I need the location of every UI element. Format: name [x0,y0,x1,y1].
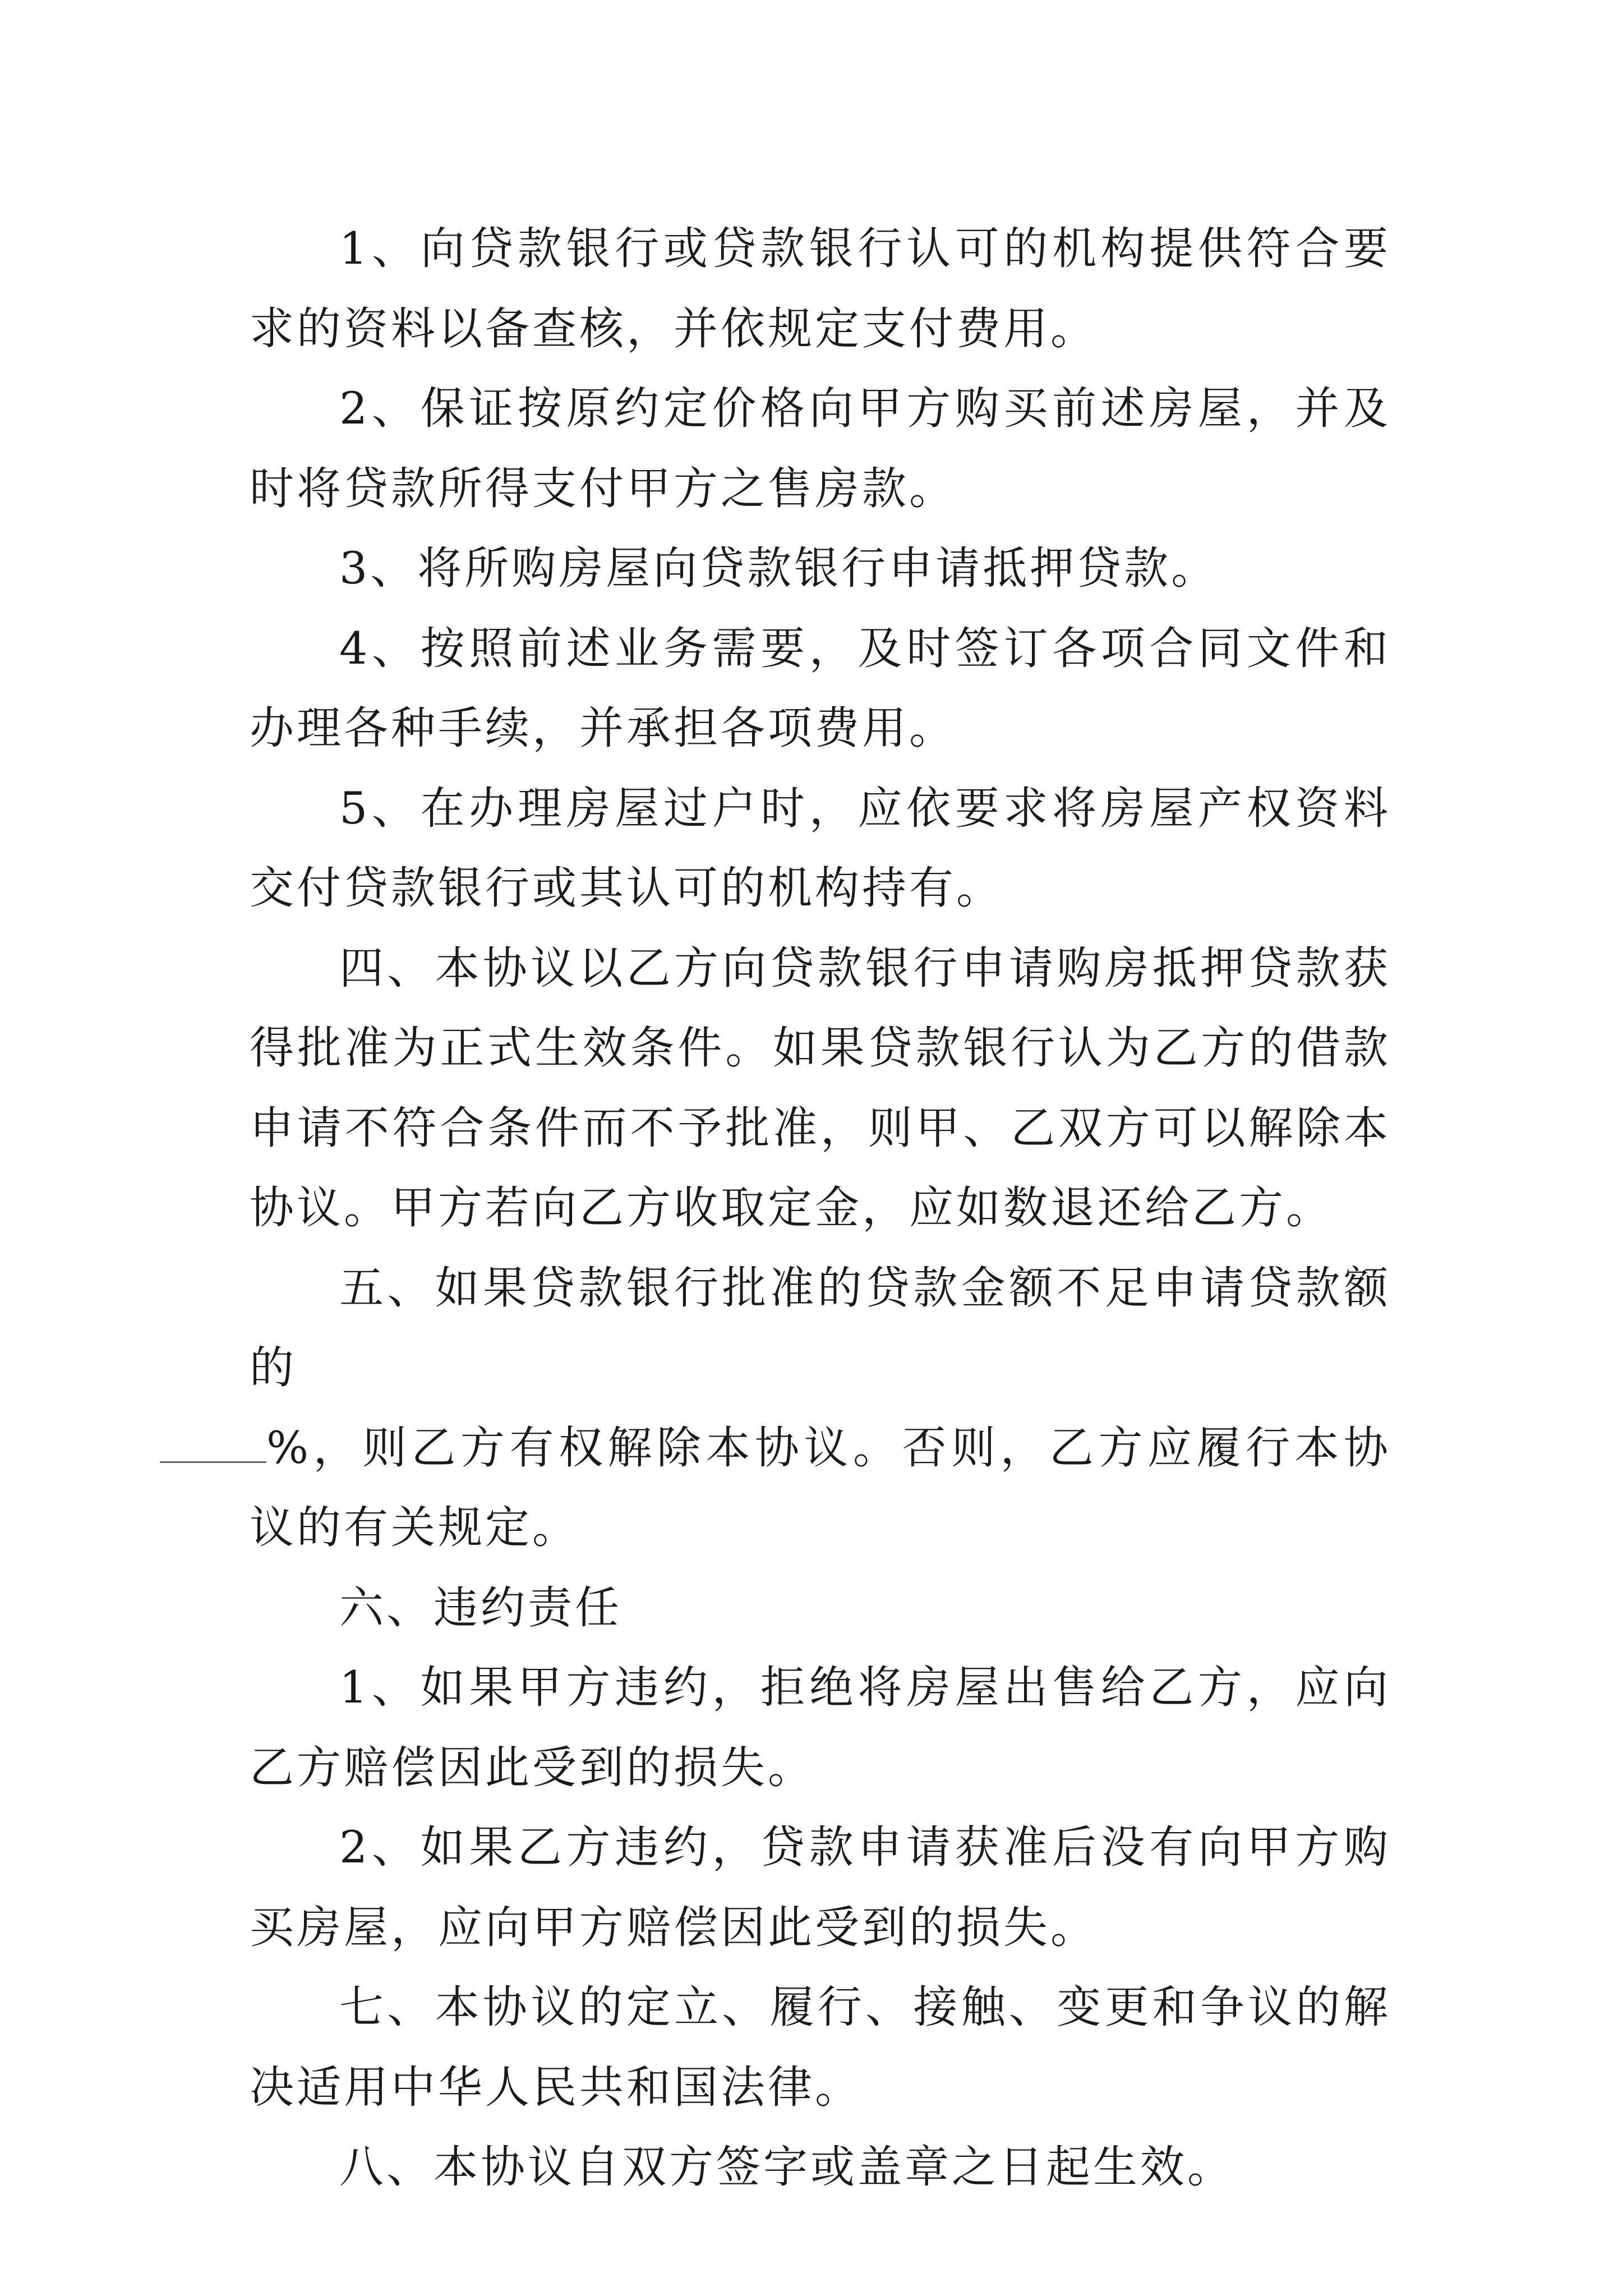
percentage-blank [160,1428,266,1463]
paragraph-obligation-2: 2、保证按原约定价格向甲方购买前述房屋，并及时将贷款所得支付甲方之售房款。 [250,383,1391,514]
paragraph-clause-7: 七、本协议的定立、履行、接触、变更和争议的解决适用中华人民共和国法律。 [250,1981,1391,2113]
paragraph-obligation-4: 4、按照前述业务需要，及时签订各项合同文件和办理各种手续，并承担各项费用。 [250,622,1391,754]
clause-5-text: 五、如果贷款银行批准的贷款金额不足申请贷款额的 [250,1262,1391,1393]
document-body [250,209,1391,2207]
paragraph-clause-8: 八、本协议自双方签字或盖章之日起生效。 [339,2141,1234,2193]
paragraph-obligation-3: 3、将所购房屋向贷款银行申请抵押贷款。 [339,542,1219,594]
paragraph-obligation-5: 5、在办理房屋过户时，应依要求将房屋产权资料交付贷款银行或其认可的机构持有。 [250,782,1391,914]
paragraph-clause-5 [250,1248,1391,1568]
paragraph-breach-2: 2、如果乙方违约，贷款申请获准后没有向甲方购买房屋，应向甲方赔偿因此受到的损失。 [250,1821,1391,1953]
paragraph-clause-4: 四、本协议以乙方向贷款银行申请购房抵押贷款获得批准为正式生效条件。如果贷款银行认为乙方的借款申请不符合条件而不予批准，则甲、乙双方可以解除本协议。甲方若向乙方收取定金，应如数退还给乙方。 [250,942,1391,1234]
clause-5-continuation: %，则乙方有权解除本协议。否则，乙方应履行本协议的有关规定。 [250,1421,1391,1553]
paragraph-obligation-1: 1、向贷款银行或贷款银行认可的机构提供符合要求的资料以备查核，并依规定支付费用。 [250,223,1391,355]
paragraph-breach-1: 1、如果甲方违约，拒绝将房屋出售给乙方，应向乙方赔偿因此受到的损失。 [250,1662,1391,1793]
paragraph-clause-6-heading: 六、违约责任 [339,1581,622,1634]
